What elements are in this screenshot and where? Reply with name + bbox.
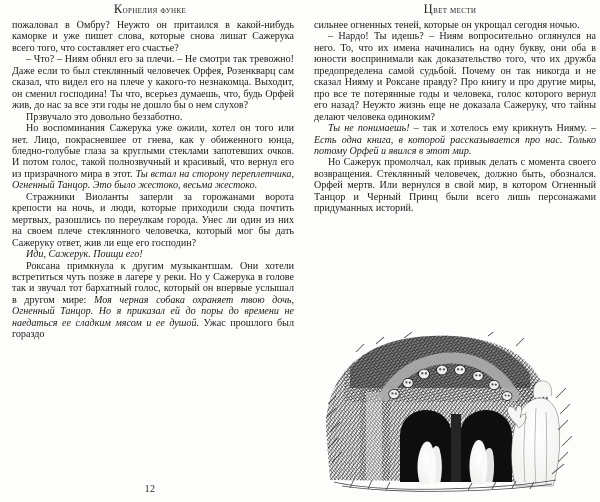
italic-run: Моя черная собака охраняет твою дочь, Огненный Танцор. Но я приказал ей до поры до времени не наедаться ее сладким мясом и ее душой.: [12, 294, 294, 329]
body-paragraph: [12, 261, 294, 341]
body-paragraph: [12, 123, 294, 192]
body-paragraph: [12, 192, 294, 249]
text-run: Роксана примкнула к другим музыкантшам. Они хотели встретиться чуть позже в лагере у реки. Но у Сажерука в голове так и звучал тот бархатный голос, который он впервые услышал в другом мире:: [12, 260, 294, 306]
chapter-illustration: [320, 332, 578, 492]
text-column-right: [314, 20, 596, 215]
text-run: Ужас прошлого был гораздо: [12, 317, 294, 341]
body-paragraph: [314, 31, 596, 123]
text-run: Но воспоминания Сажерука уже ожили, хотел он того или нет. Лицо, покрасневшее от гнева, как у обиженного юнца, бледно-голубые глаза за круглыми стеклами запотевших очков. И потом голос, такой полнозвучный и красивый, что вернул его из призрачного мира в этот.: [12, 123, 294, 180]
body-paragraph: [314, 123, 596, 157]
text-column-left: [12, 20, 294, 341]
body-paragraph: [12, 249, 294, 260]
body-paragraph: [12, 112, 294, 123]
text-run: – Нардо! Ты идешь? – Ниям вопросительно оглянулся на него. То, что их имена начинались на одну букву, они оба в юности воспринимали как доказательство того, что их дружба предопределена самой судьбой. Почему он так никогда и не сказал Нияму и Роксане правду? Про книгу и про другие миры, про все те потерянные годы и человека, голос которого вернул его назад? Неужто жизнь еще не доказала Сажеруку, что тайны делают человека одиноким?: [314, 31, 596, 123]
stone-archway-with-ghosts-icon: [320, 332, 578, 492]
running-head-verso-author: Корнелия функе: [113, 2, 187, 16]
body-paragraph: [314, 20, 596, 31]
body-paragraph: [12, 20, 294, 54]
body-paragraph: [314, 157, 596, 214]
body-paragraph: [12, 54, 294, 111]
text-run: – так и хотелось ему крикнуть Нияму. –: [409, 123, 597, 135]
text-run: Прзвучало это довольно беззаботно.: [26, 111, 183, 123]
italic-run: Ты встал на сторону переплетчика, Огненный Танцор. Это было жестоко, весьма жестоко.: [12, 168, 294, 192]
running-head-recto-title: цвет мести: [423, 2, 477, 16]
text-run: сильнее огненных теней, которые он укрощал сегодня ночью.: [314, 20, 580, 31]
text-run: Стражники Виоланты заперли за горожанами ворота крепости на ночь, и люди, которые приходили сюда почтить мертвых, разошлись по переулкам города. Унес ли один из них на своем плече стеклянного человечка, который мог бы дать Сажеруку ответ, жив ли еще его господин?: [12, 191, 294, 249]
page-number: 12: [144, 484, 156, 495]
text-run: – Что? – Ниям обнял его за плечи. – Не смотри так тревожно! Даже если то был стеклянный человечек Орфея, Розенкварц сам сказал, что видел его на плече у какого-то незнакомца. Выходит, он сменил господина! Ты что, всерьез думаешь, что, будь Орфей жив, до нас за все эти годы не дошло бы о нем слухов?: [12, 54, 294, 112]
running-heads: [0, 0, 600, 18]
italic-run: Иди, Сажерук. Поищи его!: [26, 249, 143, 261]
text-run: пожаловал в Омбру? Неужто он притаился в какой-нибудь каморке и уже пишет слова, которые снова лишат Сажерука всего того, что составляет его счастье?: [12, 20, 294, 54]
text-run: Но Сажерук промолчал, как привык делать с момента своего возвращения. Стеклянный человечек, должно быть, обознался. Орфей мертв. Или вернулся в свой мир, в котором Огненный Танцор и Черный Принц были всего лишь персонажами придуманных историй.: [314, 157, 596, 215]
italic-run: Есть одна книга, в которой рассказывается про нас. Только потому Орфей и явился в этот мир.: [314, 134, 596, 157]
italic-run: Ты не понимаешь!: [328, 123, 410, 135]
